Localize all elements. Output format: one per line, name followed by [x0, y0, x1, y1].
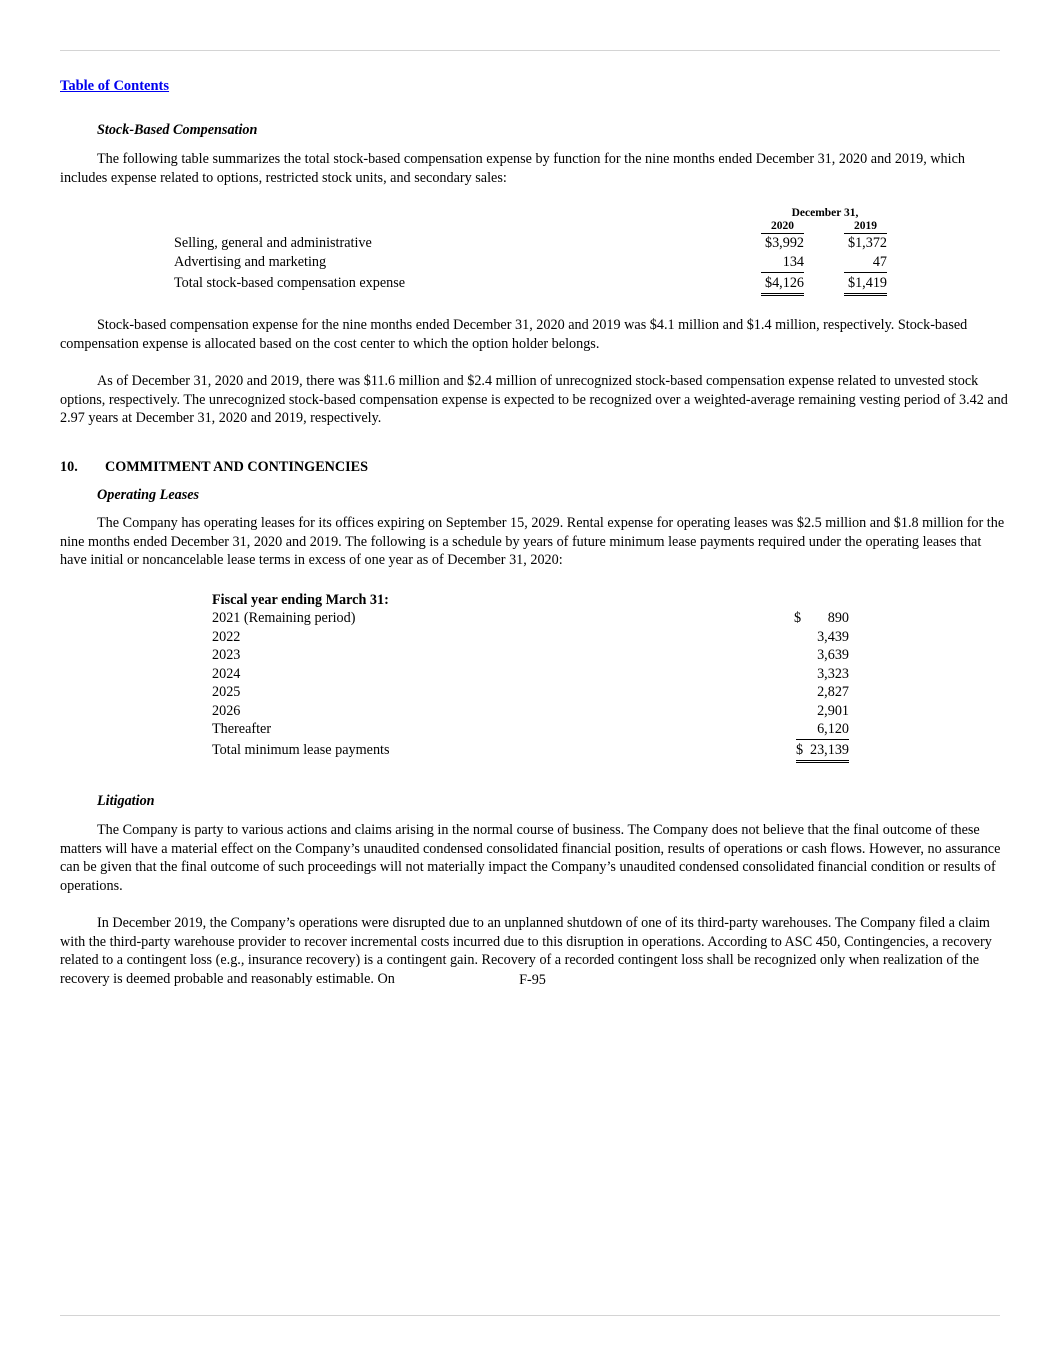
table-cell-2019: 47: [844, 254, 887, 273]
table-cell-value: 3,323: [817, 665, 849, 682]
table-cell-value: 3,439: [817, 628, 849, 645]
table-cell-2020: $3,992: [764, 235, 804, 251]
currency-symbol: $: [796, 742, 804, 758]
table-row-label: 2026: [212, 702, 241, 719]
table-cell-2020: 134: [761, 254, 804, 273]
table-row-label: Thereafter: [212, 721, 272, 737]
litigation-para-2: In December 2019, the Company’s operations were disrupted due to an unplanned shutdown of one of its third-party warehouses. The Company filed a claim with the third-party warehouse provider to recover incremental costs incurred due to this disruption in operations. According to ASC 450, Contingencies, a recovery related to a contingent loss (e.g., insurance recovery) is a contingent gain. Recovery of a recorded contingent loss shall be recognized only when realization of the recovery is deemed probable and reasonably estimable. On: [60, 915, 992, 987]
table-cell-value: 2,827: [817, 684, 849, 700]
litigation-para-1: The Company is party to various actions and claims arising in the normal course of business. The Company does not believe that the final outcome of these matters will have a material effect on the Company’s unaudited condensed consolidated financial position, results of operations or cash flows. However, no assurance can be given that the final outcome of such proceedings will not materially impact the Company’s unaudited condensed consolidated financial condition or results of operations.: [60, 822, 1001, 894]
stock-comp-para-2: Stock-based compensation expense for the nine months ended December 31, 2020 and 2019 was $4.1 million and $1.4 million, respectively. Stock-based compensation expense is allocated based on the cost center to which the option holder belongs.: [60, 317, 968, 352]
col-header-2020: 2020: [761, 220, 804, 234]
table-cell-2020-total: $4,126: [761, 275, 804, 296]
lease-total-cell: [796, 742, 849, 763]
operating-leases-heading: Operating Leases: [97, 487, 200, 503]
lease-table-header: Fiscal year ending March 31:: [212, 592, 389, 608]
currency-symbol: $: [794, 610, 802, 626]
litigation-heading: Litigation: [97, 793, 155, 809]
table-cell-value: 2,901: [817, 702, 849, 719]
table-row-label: 2021 (Remaining period): [212, 610, 356, 626]
page-number: F-95: [519, 972, 546, 988]
table-cell-value: 6,120: [796, 721, 849, 740]
table-of-contents-link[interactable]: Table of Contents: [60, 78, 170, 94]
section-number: 10.: [60, 459, 78, 475]
top-divider: [60, 50, 1000, 51]
table-cell-2019-total: $1,419: [844, 275, 887, 296]
stock-comp-intro: The following table summarizes the total stock-based compensation expense by function for the nine months ended December 31, 2020 and 2019, which includes expense related to options, restricted stock units, and secondary sales:: [60, 151, 965, 186]
bottom-divider: [60, 1315, 1000, 1316]
lease-total-value: 23,139: [809, 742, 849, 758]
stock-comp-heading: Stock-Based Compensation: [97, 122, 258, 138]
table-row-label: Selling, general and administrative: [174, 235, 372, 251]
lease-total-label: Total minimum lease payments: [212, 742, 390, 758]
operating-leases-para: The Company has operating leases for its offices expiring on September 15, 2029. Rental expense for operating leases was $2.5 million and $1.8 million for the nine months ended December 31, 2020 and 2019. The following is a schedule by years of future minimum lease payments required under the operating leases that have initial or noncancelable lease terms in excess of one year as of December 31, 2020:: [60, 515, 1005, 568]
col-header-2019: 2019: [844, 220, 887, 234]
table-cell-2019: $1,372: [847, 235, 887, 251]
stock-comp-para-3: As of December 31, 2020 and 2019, there was $11.6 million and $2.4 million of unrecognized stock-based compensation expense related to unvested stock options, respectively. The unrecognized stock-based compensation expense is expected to be recognized over a weighted-average remaining vesting period of 3.42 and 2.97 years at December 31, 2020 and 2019, respectively.: [60, 373, 1008, 426]
table-cell-value: 890: [827, 610, 849, 626]
table-cell-value: 3,639: [817, 647, 849, 663]
period-header: December 31,: [791, 207, 859, 219]
section-title: COMMITMENT AND CONTINGENCIES: [105, 459, 369, 475]
table-row-label: Advertising and marketing: [174, 254, 327, 270]
table-row-label: 2023: [212, 647, 241, 663]
table-row-label: 2024: [212, 665, 241, 682]
table-row-label: 2022: [212, 628, 241, 645]
table-row-label: 2025: [212, 684, 241, 700]
table-row-label: Total stock-based compensation expense: [174, 275, 406, 291]
